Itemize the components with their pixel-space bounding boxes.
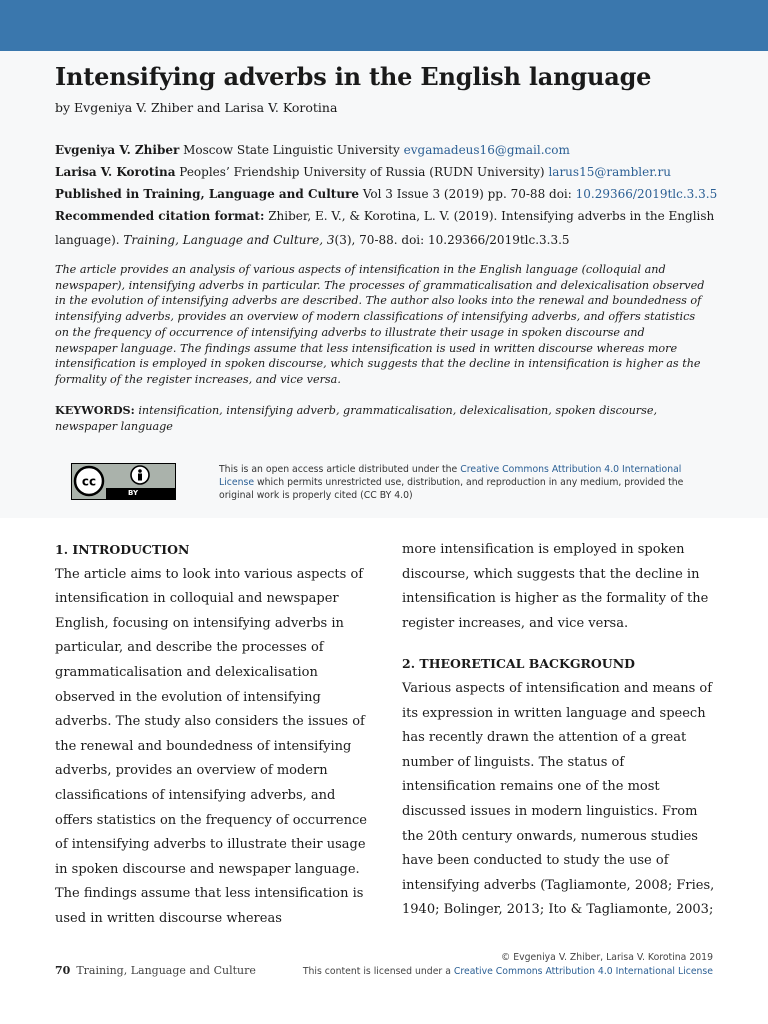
attribution-person-head [138,469,142,473]
citation-line-2 [55,233,715,247]
citation-text-2-suffix: (3), 70-88. doi: 10.29366/2019tlc.3.3.5 [334,233,570,247]
author-2-affiliation: Peoples’ Friendship University of Russia (RUDN University) [179,165,545,179]
license-note [219,463,709,502]
author-2-line [55,165,715,179]
byline: by Evgeniya V. Zhiber and Larisa V. Korotina [55,100,338,115]
author-2-email-link[interactable]: larus15@rambler.ru [548,165,671,179]
author-1-email-link[interactable]: evgamadeus16@gmail.com [403,143,570,157]
license-note-link[interactable]: Creative Commons Attribution 4.0 International License [219,464,682,488]
cc-logo-text: cc [81,474,97,489]
theoretical-background-heading: 2. THEORETICAL BACKGROUND [402,656,635,672]
footer-copyright: © Evgeniya V. Zhiber, Larisa V. Korotina 2019 [500,952,713,963]
top-color-band [0,0,768,51]
introduction-text-left: The article aims to look into various aspects of intensification in colloquial and newspaper English, focusing on intensifying adverbs in particular, and describe the processes of grammaticalisation and delexicalisation observed in the evolution of intensifying adverbs. The study also considers the issues of the renewal and boundedness of intensifying adverbs, provides an overview of modern classifications of intensifying adverbs, and offers statistics on the frequency of occurrence of intensifying adverbs to illustrate their usage in spoken discourse and newspaper language. The findings assume that less intensification is used in written discourse whereas [55,566,367,926]
keywords-text: intensification, intensifying adverb, grammaticalisation, delexicalisation, spoken discourse, newspaper language [55,404,658,433]
cc-by-license-badge[interactable] [71,463,176,500]
footer-license-prefix: This content is licensed under a [302,965,451,977]
citation-journal: Training, Language and Culture, 3 [123,233,335,247]
license-note-suffix: which permits unrestricted use, distribution, and reproduction in any medium, provided the original work is properly cited (CC BY 4.0) [219,477,684,501]
author-2-name: Larisa V. Korotina [55,165,176,179]
introduction-heading: 1. INTRODUCTION [55,542,190,557]
section-gap [402,636,720,652]
introduction-text-right: more intensification is employed in spoken discourse, which suggests that the decline in intensification is higher as the formality of the register increases, and vice versa. [402,542,709,631]
citation-text-1: Zhiber, E. V., & Korotina, L. V. (2019). Intensifying adverbs in the English [268,209,715,223]
footer-copyright-block [303,951,713,978]
doi-link[interactable]: 10.29366/2019tlc.3.3.5 [575,187,718,201]
footer-page-info [55,964,256,977]
keywords [55,402,705,435]
citation-text-2-prefix: language). [55,233,120,247]
citation-line-1 [55,209,715,223]
author-1-line [55,143,715,157]
by-label: BY [128,489,139,497]
page-number: 70 [55,964,71,977]
attribution-person-body [138,474,142,481]
footer-license-link[interactable]: Creative Commons Attribution 4.0 International License [453,965,713,977]
right-column [402,538,720,923]
article-title: Intensifying adverbs in the English language [55,62,652,91]
published-details: Vol 3 Issue 3 (2019) pp. 70-88 doi: [362,187,572,201]
left-column [55,538,375,932]
by-strip [106,488,175,499]
author-1-name: Evgeniya V. Zhiber [55,143,180,157]
author-1-affiliation: Moscow State Linguistic University [183,143,400,157]
published-line [55,187,718,201]
published-label: Published in Training, Language and Culture [55,187,360,201]
citation-label: Recommended citation format: [55,209,265,223]
footer-journal-name: Training, Language and Culture [76,964,256,977]
license-note-prefix: This is an open access article distributed under the [219,464,458,475]
abstract: The article provides an analysis of various aspects of intensification in the English language (colloquial and newspaper), intensifying adverbs in particular. The processes of grammaticalisation and delexicalisation observed in the evolution of intensifying adverbs are described. The author also looks into the renewal and boundedness of intensifying adverbs, provides an overview of modern classifications of intensifying adverbs, and offers statistics on the frequency of occurrence of intensifying adverbs to illustrate their usage in spoken discourse and newspaper language. The findings assume that less intensification is used in written discourse whereas more intensification is employed in spoken discourse, which suggests that the decline in intensification is higher as the formality of the register increases, and vice versa. [55,263,705,386]
theoretical-background-text: Various aspects of intensification and means of its expression in written language and speech has recently drawn the attention of a great number of linguists. The status of intensification remains one of the most discussed issues in modern linguistics. From the 20th century onwards, numerous studies have been conducted to study the use of intensifying adverbs (Tagliamonte, 2008; Fries, 1940; Bolinger, 2013; Ito & Tagliamonte, 2003; [402,680,715,918]
keywords-label: KEYWORDS: [55,403,135,417]
